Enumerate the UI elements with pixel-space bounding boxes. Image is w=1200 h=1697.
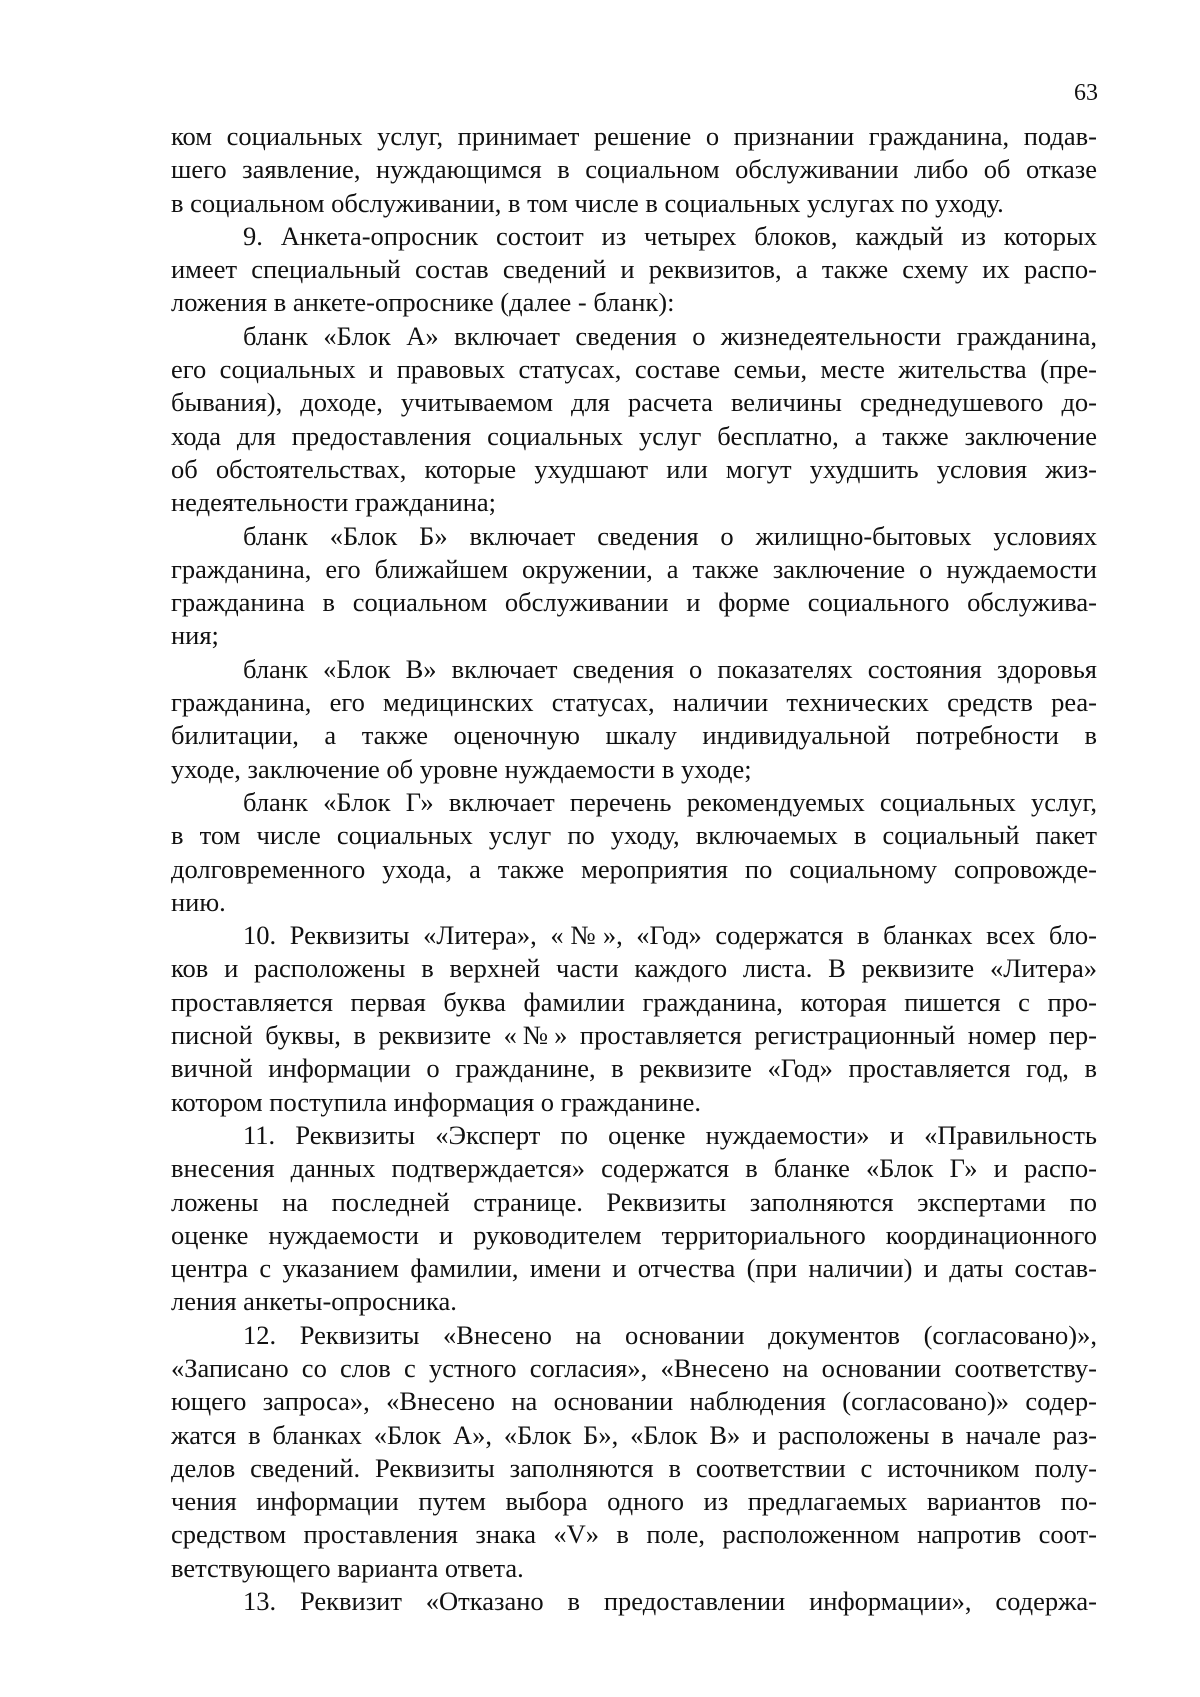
text-line: 11. Реквизиты «Эксперт по оценке нуждаемости» и «Правильность <box>243 1119 1097 1150</box>
text-line: бывания), доходе, учитываемом для расчета величины среднедушевого до- <box>171 387 1097 418</box>
text-line: писной буквы, в реквизите «№» проставляется регистрационный номер пер- <box>171 1020 1097 1051</box>
text-line: шего заявление, нуждающимся в социальном обслуживании либо об отказе <box>171 154 1097 185</box>
text-line: ложения в анкете-опроснике (далее - бланк): <box>171 287 675 318</box>
text-line: нию. <box>171 886 226 917</box>
text-line: ния; <box>171 620 219 651</box>
text-line: вичной информации о гражданине, в реквизите «Год» проставляется год, в <box>171 1053 1097 1084</box>
text-line: гражданина в социальном обслуживании и форме социального обслужива- <box>171 587 1097 618</box>
text-line: ложены на последней странице. Реквизиты заполняются экспертами по <box>171 1186 1097 1217</box>
text-line: внесения данных подтверждается» содержатся в бланке «Блок Г» и распо- <box>171 1153 1097 1184</box>
text-line: в социальном обслуживании, в том числе в социальных услугах по уходу. <box>171 187 1004 218</box>
document-body <box>171 120 1097 1618</box>
text-line: бланк «Блок В» включает сведения о показателях состояния здоровья <box>243 653 1097 684</box>
text-line: бланк «Блок Г» включает перечень рекомендуемых социальных услуг, <box>243 786 1097 817</box>
text-line: делов сведений. Реквизиты заполняются в соответствии с источником полу- <box>171 1452 1097 1483</box>
text-line: билитации, а также оценочную шкалу индивидуальной потребности в <box>171 720 1097 751</box>
text-line: ления анкеты-опросника. <box>171 1286 457 1317</box>
text-line: проставляется первая буква фамилии гражданина, которая пишется с про- <box>171 986 1097 1017</box>
page-number: 63 <box>1074 80 1098 106</box>
text-line: средством проставления знака «V» в поле, расположенном напротив соот- <box>171 1519 1097 1550</box>
text-line: имеет специальный состав сведений и реквизитов, а также схему их распо- <box>171 254 1097 285</box>
text-line: гражданина, его ближайшем окружении, а также заключение о нуждаемости <box>171 553 1097 584</box>
text-line: 13. Реквизит «Отказано в предоставлении информации», содержа- <box>243 1586 1097 1617</box>
text-line: котором поступила информация о гражданине. <box>171 1086 702 1117</box>
text-line: оценке нуждаемости и руководителем территориального координационного <box>171 1219 1097 1250</box>
text-line: ющего запроса», «Внесено на основании наблюдения (согласовано)» содер- <box>171 1386 1097 1417</box>
text-line: «Записано со слов с устного согласия», «Внесено на основании соответству- <box>171 1352 1097 1383</box>
text-line: хода для предоставления социальных услуг бесплатно, а также заключение <box>171 420 1097 451</box>
text-line: ком социальных услуг, принимает решение о признании гражданина, подав- <box>171 121 1097 151</box>
text-line: гражданина, его медицинских статусах, наличии технических средств реа- <box>171 687 1097 718</box>
text-line: 12. Реквизиты «Внесено на основании документов (согласовано)», <box>243 1319 1097 1350</box>
text-line: недеятельности гражданина; <box>171 487 497 518</box>
text-line: бланк «Блок А» включает сведения о жизнедеятельности гражданина, <box>243 320 1097 351</box>
text-line: его социальных и правовых статусах, составе семьи, месте жительства (пре- <box>171 354 1097 385</box>
text-line: жатся в бланках «Блок А», «Блок Б», «Блок В» и расположены в начале раз- <box>171 1419 1097 1450</box>
text-line: бланк «Блок Б» включает сведения о жилищно-бытовых условиях <box>243 520 1097 551</box>
text-line: ков и расположены в верхней части каждого листа. В реквизите «Литера» <box>171 953 1097 984</box>
text-line: ветствующего варианта ответа. <box>171 1552 524 1583</box>
text-line: уходе, заключение об уровне нуждаемости в уходе; <box>171 753 752 784</box>
text-line: в том числе социальных услуг по уходу, включаемых в социальный пакет <box>171 820 1097 851</box>
text-line: долговременного ухода, а также мероприятия по социальному сопровожде- <box>171 853 1097 884</box>
text-line: чения информации путем выбора одного из предлагаемых вариантов по- <box>171 1486 1097 1517</box>
text-line: об обстоятельствах, которые ухудшают или могут ухудшить условия жиз- <box>171 453 1097 484</box>
text-line: 10. Реквизиты «Литера», «№», «Год» содержатся в бланках всех бло- <box>243 920 1097 951</box>
text-line: центра с указанием фамилии, имени и отчества (при наличии) и даты состав- <box>171 1253 1097 1284</box>
text-line: 9. Анкета-опросник состоит из четырех блоков, каждый из которых <box>243 220 1097 251</box>
